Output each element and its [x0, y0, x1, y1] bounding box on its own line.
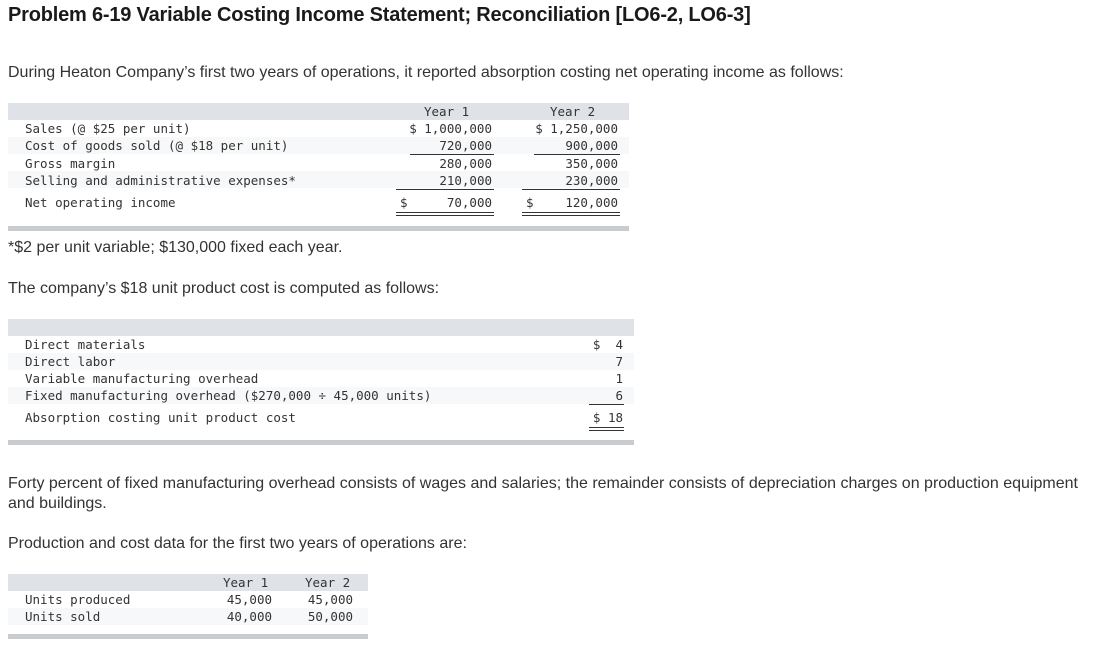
table-cell: 40,000	[226, 609, 272, 624]
table-row-label: Sales (@ $25 per unit)	[25, 121, 191, 136]
page-title: Problem 6-19 Variable Costing Income Statement; Reconciliation [LO6-2, LO6-3]	[8, 4, 751, 26]
table-cell: 45,000	[226, 592, 272, 607]
subtotal-rule	[534, 154, 620, 155]
table-row-label: Absorption costing unit product cost	[25, 410, 296, 425]
table-cell: 230,000	[565, 173, 618, 188]
total-double-rule	[589, 427, 624, 428]
table-cell: 7	[615, 354, 623, 369]
table-cell: $ 4	[592, 337, 623, 352]
total-double-rule	[396, 212, 494, 213]
table-row-label: Variable manufacturing overhead	[25, 371, 259, 386]
table-footer-bar	[8, 634, 368, 639]
table-cell: 210,000	[439, 173, 492, 188]
currency-sign: $	[400, 195, 408, 210]
table-cell: 6	[615, 388, 623, 403]
table-cell: 50,000	[307, 609, 353, 624]
footnote: *$2 per unit variable; $130,000 fixed each year.	[8, 239, 343, 256]
table-row-label: Fixed manufacturing overhead ($270,000 ÷ 45,000 units)	[25, 388, 432, 403]
table-row-label: Direct labor	[25, 354, 116, 369]
table-row-label: Gross margin	[25, 156, 116, 171]
subtotal-rule	[410, 154, 494, 155]
subtotal-rule	[396, 189, 494, 190]
table-row-label: Direct materials	[25, 337, 146, 352]
table-header-band	[8, 319, 634, 336]
table-cell: 70,000	[446, 195, 492, 210]
currency-sign: $	[526, 195, 534, 210]
total-double-rule	[522, 212, 620, 213]
table-cell: 900,000	[565, 138, 618, 153]
overhead-note: Forty percent of fixed manufacturing overhead consists of wages and salaries; the remainder consists of depreciation charges on production equipment and buildings.	[8, 475, 1078, 512]
intro-text: During Heaton Company’s first two years of operations, it reported absorption costing net operating income as follows:	[8, 64, 844, 81]
column-header-year2: Year 2	[550, 104, 596, 119]
production-intro: Production and cost data for the first two years of operations are:	[8, 535, 467, 552]
table-row-label: Selling and administrative expenses*	[25, 173, 296, 188]
table-cell: $ 1,250,000	[535, 121, 618, 136]
column-header-year2: Year 2	[305, 575, 351, 590]
table-row-label: Units produced	[25, 592, 131, 607]
unit-cost-intro: The company’s $18 unit product cost is computed as follows:	[8, 280, 440, 297]
table-cell: $ 18	[592, 410, 623, 425]
subtotal-rule	[522, 189, 620, 190]
table-cell: 720,000	[439, 138, 492, 153]
table-footer-bar	[8, 440, 634, 445]
column-header-year1: Year 1	[223, 575, 269, 590]
subtotal-rule	[589, 404, 624, 405]
table-row-label: Units sold	[25, 609, 101, 624]
table-footer-bar	[8, 226, 629, 231]
table-row-label: Net operating income	[25, 195, 176, 210]
table-header-band	[8, 103, 629, 120]
column-header-year1: Year 1	[424, 104, 470, 119]
table-cell: 280,000	[439, 156, 492, 171]
table-cell: $ 1,000,000	[409, 121, 492, 136]
table-cell: 120,000	[565, 195, 618, 210]
table-cell: 45,000	[307, 592, 353, 607]
table-row-label: Cost of goods sold (@ $18 per unit)	[25, 138, 289, 153]
table-cell: 350,000	[565, 156, 618, 171]
table-cell: 1	[615, 371, 623, 386]
